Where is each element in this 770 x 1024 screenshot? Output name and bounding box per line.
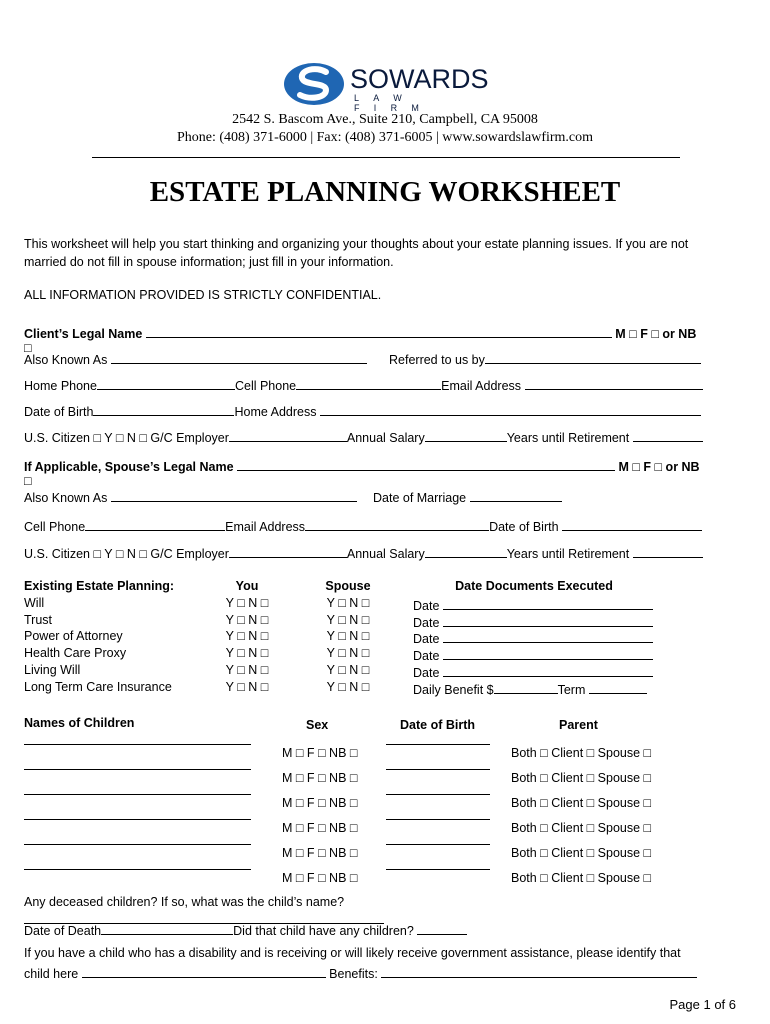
spouse-salary-field[interactable]: [425, 543, 507, 558]
spouse-cell-field[interactable]: [85, 516, 225, 531]
page-number: Page 1 of 6: [669, 997, 736, 1012]
child-dob-field[interactable]: [386, 844, 490, 845]
date-field-trust[interactable]: [443, 612, 653, 627]
client-name-label: Client’s Legal Name: [24, 327, 143, 341]
you-yn-living-will[interactable]: Y □ N □: [225, 662, 269, 677]
spouse-employer-field[interactable]: [229, 543, 347, 558]
client-dob-row: [24, 401, 706, 419]
col-dob-header: Date of Birth: [400, 718, 475, 732]
estate-spouse-column: [322, 578, 374, 696]
spouse-yn-poa[interactable]: Y □ N □: [326, 629, 370, 644]
client-cell-field[interactable]: [296, 375, 441, 390]
disability-question: If you have a child who has a disability and is receiving or will likely receive government assistance, please identify that: [24, 946, 681, 960]
spouse-name-field[interactable]: [237, 456, 615, 471]
child-parent-options[interactable]: Both □ Client □ Spouse □: [511, 771, 652, 785]
marriage-label: Date of Marriage: [373, 491, 467, 505]
child-parent-options[interactable]: Both □ Client □ Spouse □: [511, 796, 652, 810]
date-field-proxy[interactable]: [443, 645, 653, 660]
child-sex-options[interactable]: M □ F □ NB □: [282, 821, 358, 835]
child-name-field[interactable]: [24, 769, 251, 770]
firm-logo: [282, 60, 492, 113]
you-yn-proxy[interactable]: Y □ N □: [225, 646, 269, 661]
estate-you-column: [222, 578, 272, 696]
date-label: Date: [413, 598, 440, 613]
firm-address: 2542 S. Bascom Ave., Suite 210, Campbell, CA 95008: [232, 112, 538, 127]
spouse-salary-label: Annual Salary: [346, 547, 425, 561]
client-aka-row: [24, 349, 706, 367]
child-dob-field[interactable]: [386, 869, 490, 870]
confidential-notice: ALL INFORMATION PROVIDED IS STRICTLY CONFIDENTIAL.: [24, 288, 382, 302]
logo-swirl-icon: [282, 60, 346, 108]
child-dob-field[interactable]: [386, 769, 490, 770]
client-dob-field[interactable]: [93, 401, 234, 416]
disability-child-row: [24, 963, 706, 981]
client-salary-field[interactable]: [425, 427, 507, 442]
date-label: Date: [413, 665, 440, 680]
spouse-email-field[interactable]: [305, 516, 489, 531]
client-gender-options[interactable]: M □ F □ or NB □: [24, 327, 697, 355]
spouse-email-label: Email Address: [225, 520, 306, 534]
child-name-field[interactable]: [24, 844, 251, 845]
date-of-death-label: Date of Death: [24, 924, 102, 938]
term-label: Term: [557, 682, 586, 697]
child-name-field[interactable]: [24, 819, 251, 820]
you-yn-trust[interactable]: Y □ N □: [225, 612, 269, 627]
page-title: ESTATE PLANNING WORKSHEET: [149, 176, 621, 208]
estate-item-will: Will: [24, 595, 45, 610]
disabled-child-field[interactable]: [82, 963, 326, 978]
you-yn-ltc[interactable]: Y □ N □: [225, 679, 269, 694]
client-citizen-label[interactable]: U.S. Citizen □ Y □ N □ G/C Employer: [24, 431, 229, 445]
client-aka-label: Also Known As: [24, 353, 108, 367]
child-name-field[interactable]: [24, 794, 251, 795]
client-dob-label: Date of Birth: [24, 405, 94, 419]
date-label: Date: [413, 632, 440, 647]
spouse-yn-living-will[interactable]: Y □ N □: [326, 662, 370, 677]
spouse-gender-options[interactable]: M □ F □ or NB □: [24, 460, 700, 488]
child-sex-options[interactable]: M □ F □ NB □: [282, 771, 358, 785]
client-retirement-field[interactable]: [633, 427, 703, 442]
child-here-label: child here: [24, 967, 79, 981]
client-email-label: Email Address: [441, 379, 522, 393]
spouse-name-row: [24, 456, 706, 488]
client-salary-label: Annual Salary: [346, 431, 425, 445]
spouse-yn-will[interactable]: Y □ N □: [326, 595, 370, 610]
date-field-living-will[interactable]: [443, 662, 653, 677]
child-sex-options[interactable]: M □ F □ NB □: [282, 796, 358, 810]
referred-label: Referred to us by: [389, 353, 485, 367]
col-date-header: Date Documents Executed: [455, 579, 613, 593]
date-of-death-field[interactable]: [101, 920, 233, 935]
child-parent-options[interactable]: Both □ Client □ Spouse □: [511, 821, 652, 835]
child-sex-options[interactable]: M □ F □ NB □: [282, 846, 358, 860]
client-retirement-label: Years until Retirement: [506, 431, 630, 445]
child-parent-options[interactable]: Both □ Client □ Spouse □: [511, 746, 652, 760]
child-name-field[interactable]: [24, 869, 251, 870]
you-yn-will[interactable]: Y □ N □: [225, 595, 269, 610]
had-children-question: Did that child have any children?: [233, 924, 414, 938]
children-heading: Names of Children: [24, 716, 135, 730]
daily-benefit-label: Daily Benefit $: [413, 682, 494, 697]
spouse-yn-ltc[interactable]: Y □ N □: [326, 679, 370, 694]
spouse-yn-trust[interactable]: Y □ N □: [326, 612, 370, 627]
col-sex-header: Sex: [306, 718, 329, 732]
spouse-citizen-label[interactable]: U.S. Citizen □ Y □ N □ G/C Employer: [24, 547, 229, 561]
child-parent-options[interactable]: Both □ Client □ Spouse □: [511, 871, 652, 885]
spouse-dob-field[interactable]: [562, 516, 702, 531]
child-parent-options[interactable]: Both □ Client □ Spouse □: [511, 846, 652, 860]
col-spouse-header: Spouse: [325, 579, 371, 593]
home-address-field[interactable]: [320, 401, 701, 416]
home-phone-field[interactable]: [97, 375, 235, 390]
deceased-question: Any deceased children? If so, what was the child’s name?: [24, 895, 345, 909]
referred-field[interactable]: [485, 349, 701, 364]
spouse-aka-row: [24, 487, 706, 505]
spouse-cell-label: Cell Phone: [24, 520, 86, 534]
child-dob-field[interactable]: [386, 744, 490, 745]
logo-sub-text: LAW FIRM: [354, 93, 434, 113]
date-field-poa[interactable]: [443, 628, 653, 643]
col-parent-header: Parent: [559, 718, 598, 732]
intro-text: This worksheet will help you start thinking and organizing your thoughts about your estate planning issues. If you are not married do not fill in spouse information; just fill in your information.: [24, 237, 689, 269]
spouse-citizen-row: [24, 543, 706, 561]
deceased-row: [24, 895, 706, 913]
date-label: Date: [413, 615, 440, 630]
client-email-field[interactable]: [525, 375, 703, 390]
child-dob-field[interactable]: [386, 819, 490, 820]
death-row: [24, 920, 706, 938]
home-address-label: Home Address: [234, 405, 317, 419]
child-name-field[interactable]: [24, 744, 251, 745]
date-label: Date: [413, 649, 440, 664]
disability-row: [24, 946, 706, 964]
child-sex-options[interactable]: M □ F □ NB □: [282, 746, 358, 760]
client-phone-row: [24, 375, 706, 393]
date-field-will[interactable]: [443, 595, 653, 610]
client-name-field[interactable]: [146, 323, 612, 338]
client-cell-label: Cell Phone: [234, 379, 297, 393]
spouse-aka-label: Also Known As: [24, 491, 108, 505]
estate-item-trust: Trust: [24, 612, 53, 627]
logo-brand-text: SOWARDS: [350, 64, 489, 94]
client-employer-field[interactable]: [229, 427, 347, 442]
estate-item-ltc-insurance: Long Term Care Insurance: [24, 679, 172, 694]
spouse-retirement-label: Years until Retirement: [506, 547, 630, 561]
daily-benefit-field[interactable]: [494, 679, 558, 694]
benefits-field[interactable]: [381, 963, 697, 978]
you-yn-poa[interactable]: Y □ N □: [225, 629, 269, 644]
term-field[interactable]: [589, 679, 647, 694]
firm-contact: Phone: (408) 371-6000 | Fax: (408) 371-6005 | www.sowardslawfirm.com: [176, 130, 594, 145]
estate-item-poa: Power of Attorney: [24, 629, 123, 644]
estate-item-health-care-proxy: Health Care Proxy: [24, 646, 127, 661]
estate-item-living-will: Living Will: [24, 662, 81, 677]
estate-heading: Existing Estate Planning:: [24, 579, 175, 593]
client-aka-field[interactable]: [111, 349, 367, 364]
child-dob-field[interactable]: [386, 794, 490, 795]
spouse-dob-label: Date of Birth: [489, 520, 559, 534]
estate-date-column: [413, 578, 655, 696]
spouse-aka-field[interactable]: [111, 487, 357, 502]
child-sex-options[interactable]: M □ F □ NB □: [282, 871, 358, 885]
had-children-field[interactable]: [417, 920, 467, 935]
col-you-header: You: [235, 579, 259, 593]
benefits-label: Benefits:: [329, 967, 378, 981]
spouse-yn-proxy[interactable]: Y □ N □: [326, 646, 370, 661]
spouse-retirement-field[interactable]: [633, 543, 703, 558]
spouse-name-label: If Applicable, Spouse’s Legal Name: [24, 460, 234, 474]
home-phone-label: Home Phone: [24, 379, 97, 393]
estate-items-column: [24, 578, 174, 696]
marriage-field[interactable]: [470, 487, 562, 502]
client-name-row: [24, 323, 706, 355]
client-citizen-row: [24, 427, 706, 445]
spouse-contact-row: [24, 516, 706, 534]
header-divider: [92, 157, 680, 158]
